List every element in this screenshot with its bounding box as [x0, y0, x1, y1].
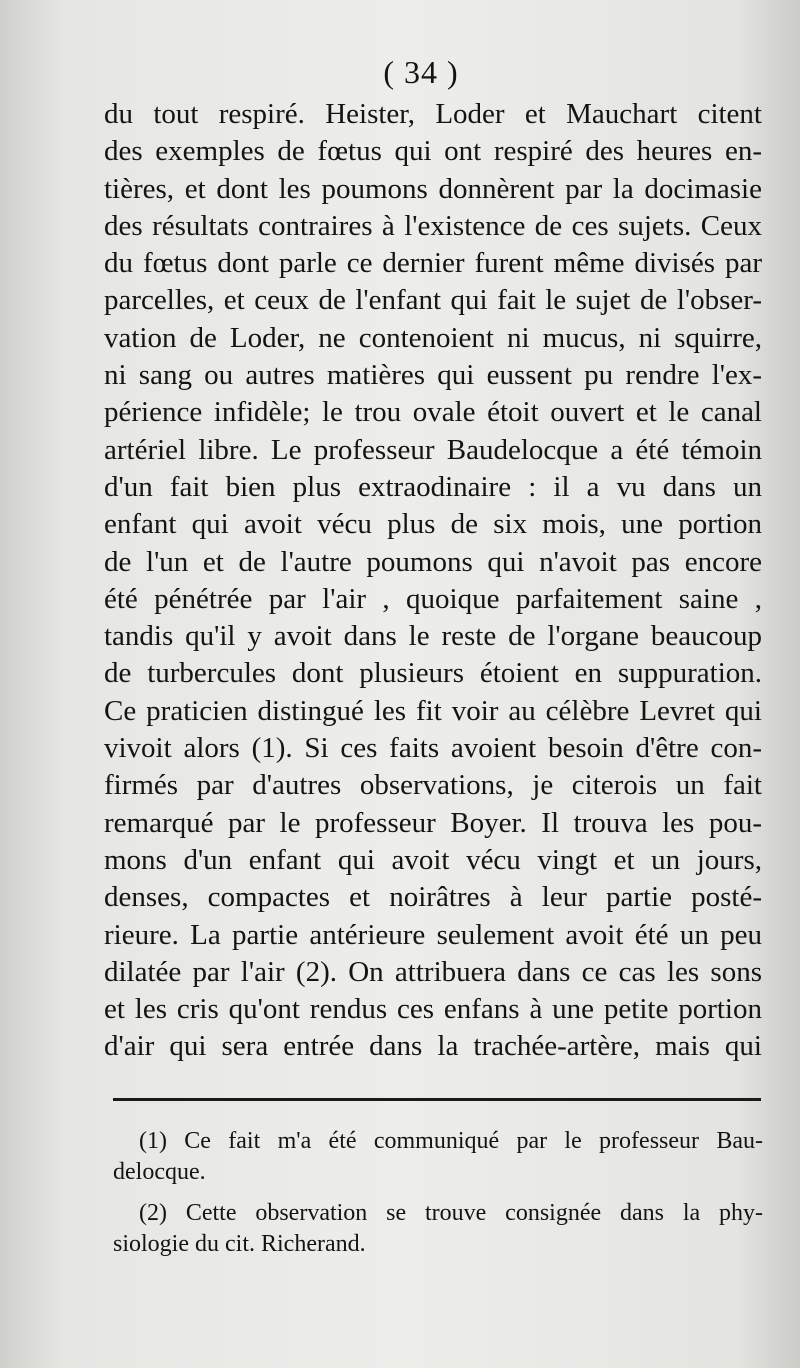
text-line: des exemples de fœtus qui ont respiré des heures en- — [104, 135, 762, 168]
page-number: ( 34 ) — [383, 54, 459, 90]
text-line: périence infidèle; le trou ovale étoit ouvert et le canal — [104, 396, 762, 429]
text-line: rieure. La partie antérieure seulement avoit été un peu — [104, 918, 762, 951]
text-line: des résultats contraires à l'existence de ces sujets. Ceux — [104, 209, 762, 242]
text-line: d'air qui sera entrée dans la trachée-artère, mais qui — [104, 1030, 762, 1063]
text-line: du tout respiré. Heister, Loder et Mauchart citent — [104, 98, 762, 130]
text-line: parcelles, et ceux de l'enfant qui fait le sujet de l'obser- — [104, 284, 762, 317]
body-text — [104, 96, 762, 1066]
text-line: Ce praticien distingué les fit voir au célèbre Levret qui — [104, 694, 762, 727]
text-line: denses, compactes et noirâtres à leur partie posté- — [104, 881, 762, 914]
text-line: de l'un et de l'autre poumons qui n'avoit pas encore — [104, 545, 762, 578]
text-line: ni sang ou autres matières qui eussent pu rendre l'ex- — [104, 359, 762, 392]
text-line: de turbercules dont plusieurs étoient en suppuration. — [104, 657, 762, 690]
footnote-divider — [113, 1098, 761, 1101]
footnote-line: (2) Cette observation se trouve consignée dans la phy- — [139, 1200, 763, 1226]
footnotes — [113, 1126, 763, 1270]
text-line: tandis qu'il y avoit dans le reste de l'organe beaucoup — [104, 620, 762, 653]
footnote — [113, 1126, 763, 1188]
text-line: tières, et dont les poumons donnèrent par la docimasie — [104, 172, 762, 205]
text-line: du fœtus dont parle ce dernier furent même divisés par — [104, 247, 762, 280]
text-line: été pénétrée par l'air , quoique parfaitement saine , — [104, 582, 762, 615]
text-line: et les cris qu'ont rendus ces enfans à une petite portion — [104, 993, 762, 1026]
footnote-line: siologie du cit. Richerand. — [113, 1231, 366, 1257]
text-line: d'un fait bien plus extraodinaire : il a vu dans un — [104, 470, 762, 503]
text-line: enfant qui avoit vécu plus de six mois, une portion — [104, 508, 762, 541]
text-line: dilatée par l'air (2). On attribuera dans ce cas les sons — [104, 955, 762, 988]
footnote-line: (1) Ce fait m'a été communiqué par le professeur Bau- — [139, 1128, 763, 1154]
footnote — [113, 1198, 763, 1260]
text-line: vation de Loder, ne contenoient ni mucus, ni squirre, — [104, 321, 762, 354]
footnote-line: delocque. — [113, 1159, 206, 1185]
text-line: firmés par d'autres observations, je citerois un fait — [104, 769, 762, 802]
text-line: artériel libre. Le professeur Baudelocque a été témoin — [104, 433, 762, 466]
text-line: remarqué par le professeur Boyer. Il trouva les pou- — [104, 806, 762, 839]
text-line: vivoit alors (1). Si ces faits avoient besoin d'être con- — [104, 732, 762, 765]
text-line: mons d'un enfant qui avoit vécu vingt et un jours, — [104, 843, 762, 876]
